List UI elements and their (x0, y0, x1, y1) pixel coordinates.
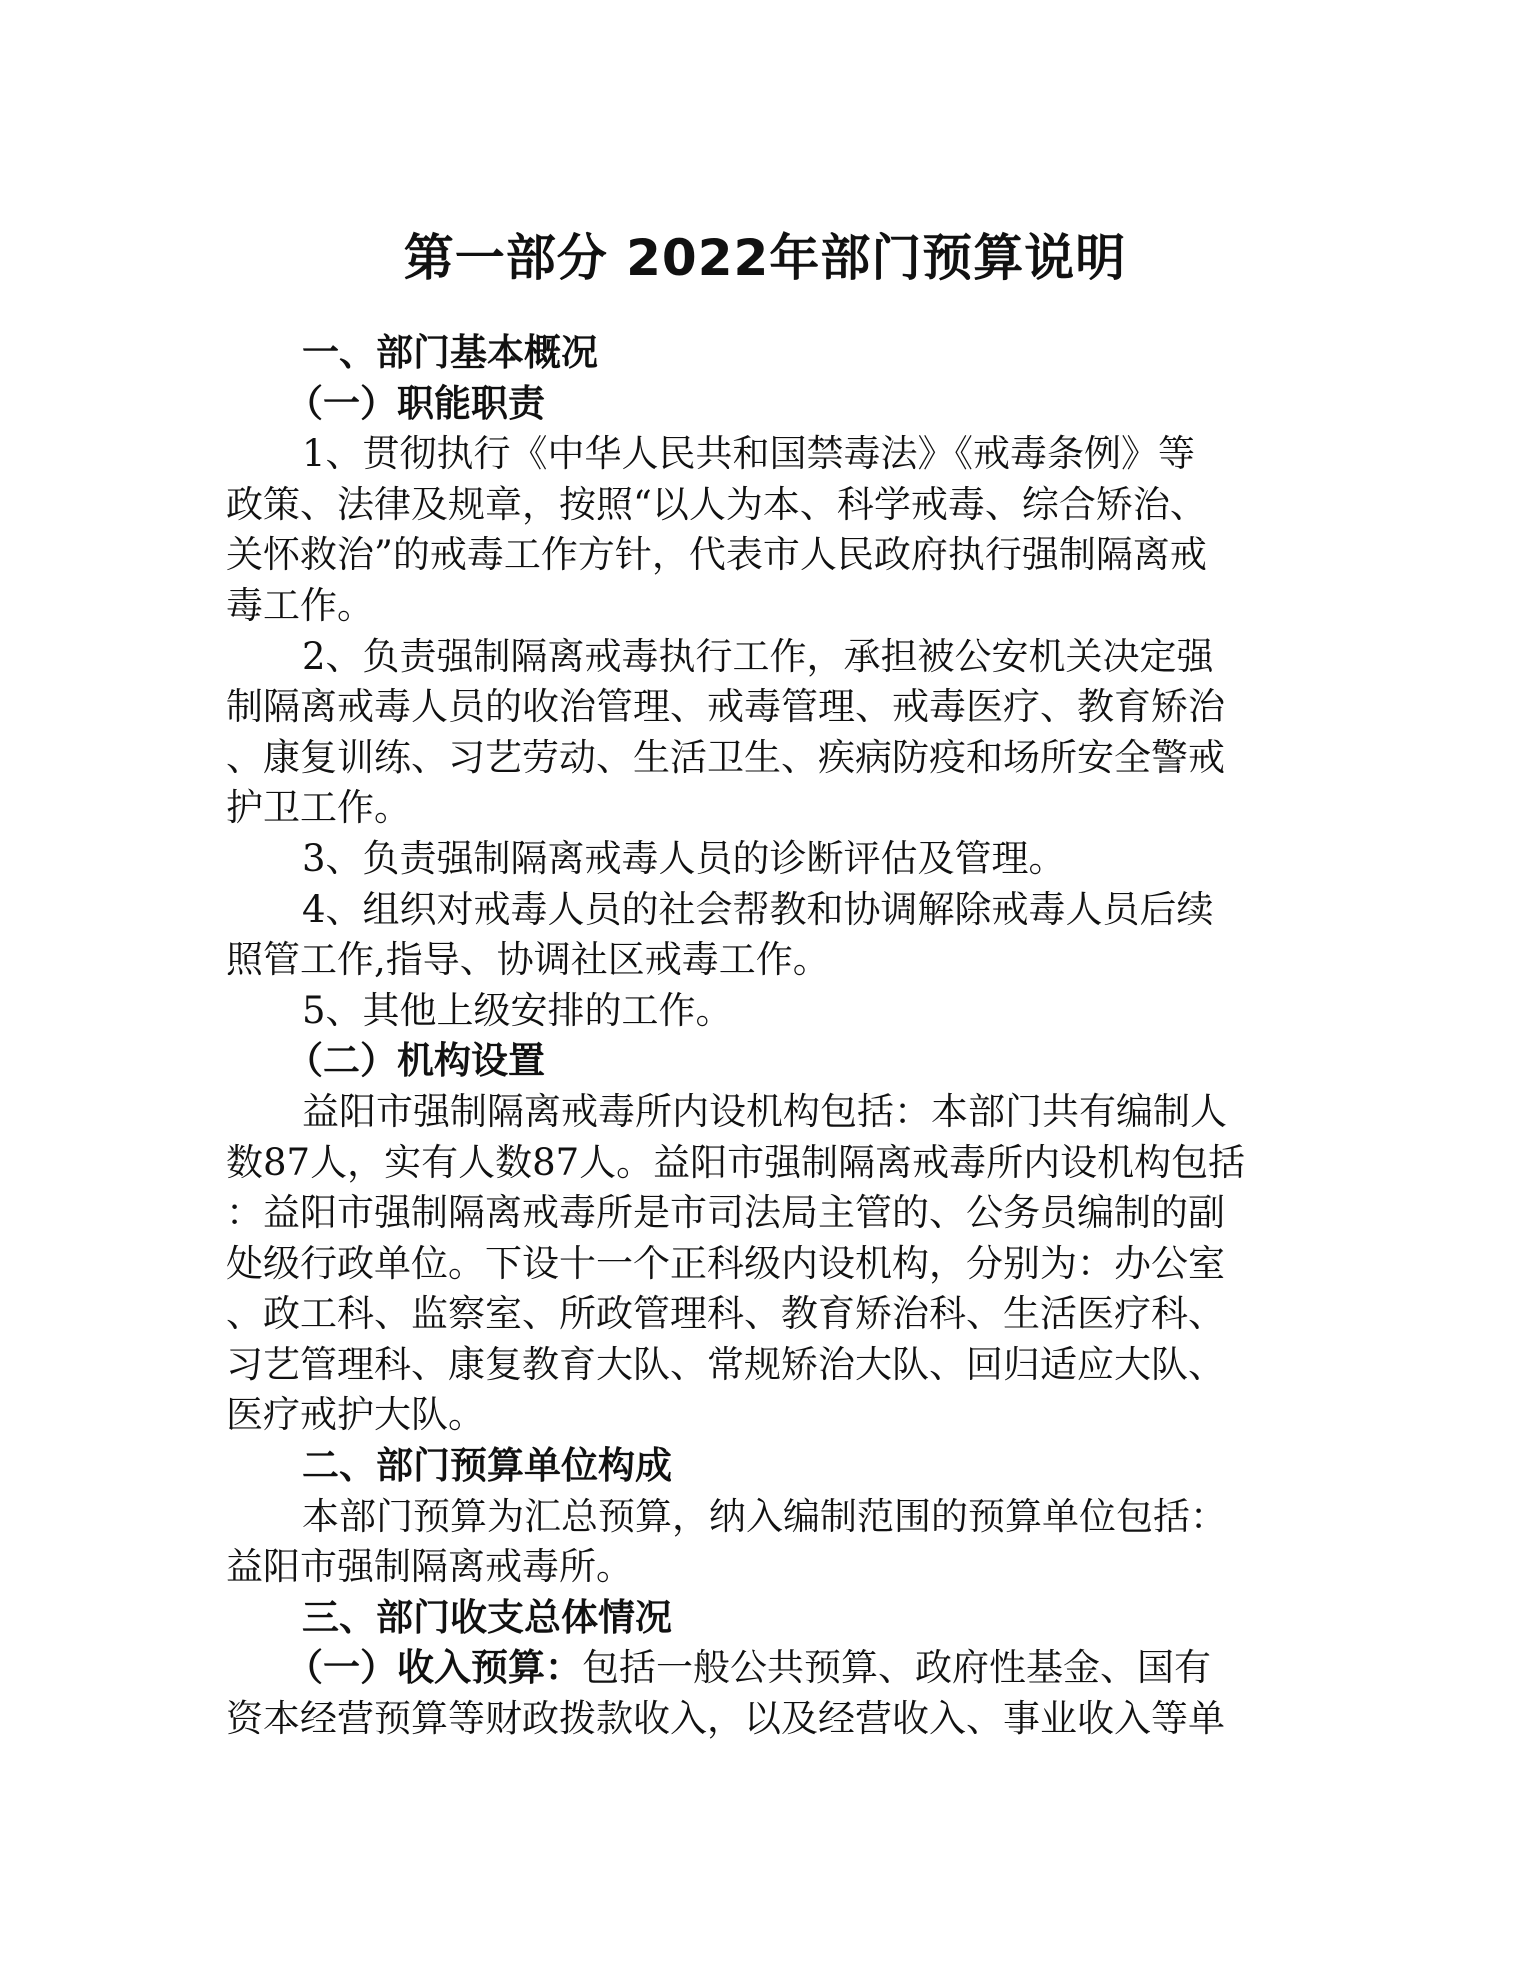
section-heading: （二）机构设置 (286, 1039, 545, 1083)
inline-heading: （一）收入预算： (286, 1646, 582, 1690)
paragraph-line: 照管工作,指导、协调社区戒毒工作。 (226, 938, 830, 982)
section-heading: （一）职能职责 (286, 381, 545, 425)
paragraph-line: 政策、法律及规章，按照“以人为本、科学戒毒、综合矫治、 (226, 482, 1207, 526)
paragraph-line: 益阳市强制隔离戒毒所。 (226, 1545, 633, 1589)
section-heading: 二、部门预算单位构成 (302, 1444, 672, 1488)
paragraph-line: 护卫工作。 (226, 786, 411, 830)
paragraph-line: 制隔离戒毒人员的收治管理、戒毒管理、戒毒医疗、教育矫治 (226, 685, 1225, 729)
paragraph-line: 益阳市强制隔离戒毒所内设机构包括：本部门共有编制人 (302, 1089, 1227, 1133)
paragraph-line: 1、贯彻执行《中华人民共和国禁毒法》《戒毒条例》等 (302, 432, 1196, 476)
paragraph-line (226, 1643, 1306, 1694)
paragraph-line: 毒工作。 (226, 583, 374, 627)
page-title: 第一部分 2022年部门预算说明 (403, 229, 1127, 287)
section-heading: 一、部门基本概况 (302, 331, 598, 374)
paragraph-line: ：益阳市强制隔离戒毒所是市司法局主管的、公务员编制的副 (226, 1191, 1225, 1235)
paragraph-line: 医疗戒护大队。 (226, 1393, 485, 1437)
paragraph-line: 习艺管理科、康复教育大队、常规矫治大队、回归适应大队、 (226, 1342, 1225, 1386)
paragraph-line: 4、组织对戒毒人员的社会帮教和协调解除戒毒人员后续 (302, 887, 1214, 931)
paragraph-line: 、康复训练、习艺劳动、生活卫生、疾病防疫和场所安全警戒 (226, 735, 1225, 779)
paragraph-line: 3、负责强制隔离戒毒人员的诊断评估及管理。 (302, 836, 1066, 880)
paragraph-line: 2、负责强制隔离戒毒执行工作，承担被公安机关决定强 (302, 634, 1214, 678)
document-body (226, 328, 1306, 1745)
paragraph-line: 处级行政单位。下设十一个正科级内设机构，分别为：办公室 (226, 1241, 1225, 1285)
paragraph-line: 数87人，实有人数87人。益阳市强制隔离戒毒所内设机构包括 (226, 1140, 1246, 1184)
paragraph-line: 5、其他上级安排的工作。 (302, 988, 733, 1032)
line-text: 包括一般公共预算、政府性基金、国有 (582, 1646, 1211, 1690)
paragraph-line: 关怀救治”的戒毒工作方针，代表市人民政府执行强制隔离戒 (226, 533, 1207, 577)
paragraph-line: 资本经营预算等财政拨款收入，以及经营收入、事业收入等单 (226, 1697, 1225, 1741)
paragraph-line: 、政工科、监察室、所政管理科、教育矫治科、生活医疗科、 (226, 1292, 1225, 1336)
paragraph-line: 本部门预算为汇总预算，纳入编制范围的预算单位包括： (302, 1494, 1227, 1538)
section-heading: 三、部门收支总体情况 (302, 1595, 672, 1639)
